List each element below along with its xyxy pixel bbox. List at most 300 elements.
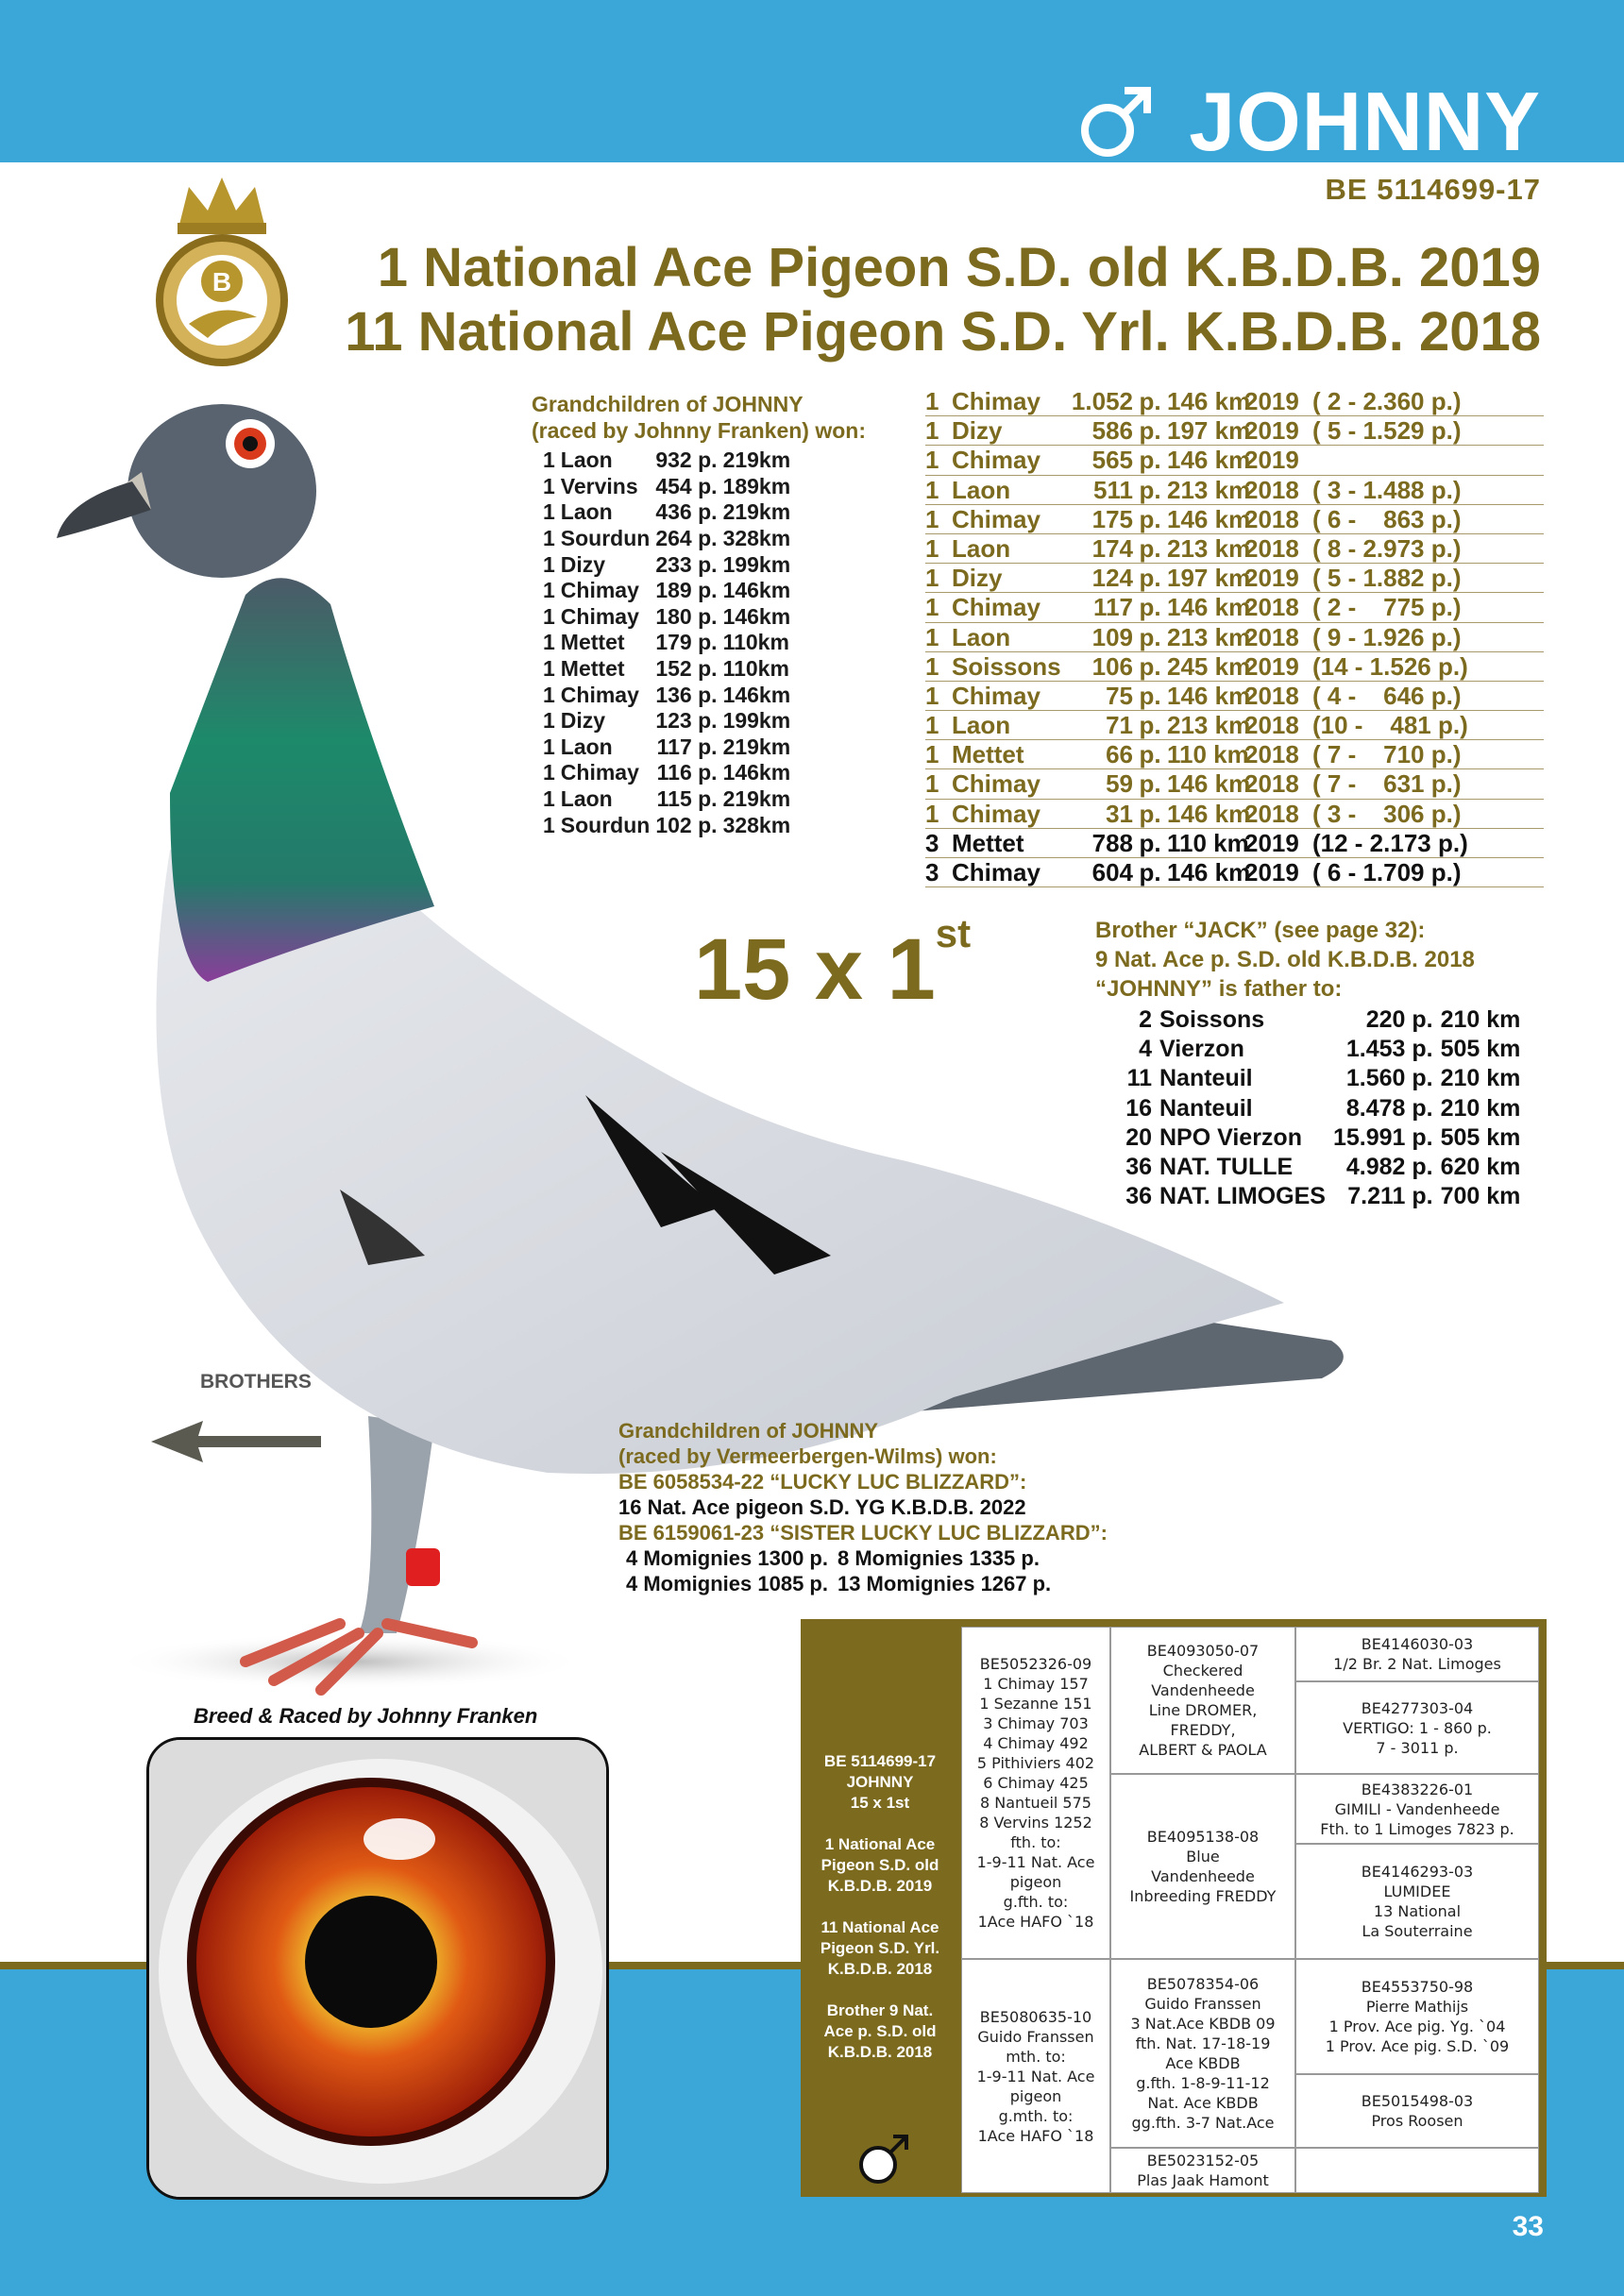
result-place: Soissons <box>952 651 1061 681</box>
result-rank: 1 <box>925 593 939 622</box>
result-km: 245 km <box>1167 651 1251 681</box>
gc1-km: 219km <box>722 447 791 473</box>
result-extra: ( 3 - 306 p.) <box>1312 799 1462 828</box>
gc1-rank: 1 <box>543 526 555 551</box>
table-row <box>925 446 1544 475</box>
result-place: Chimay <box>952 769 1040 799</box>
brother-rank: 20 <box>1125 1123 1152 1151</box>
gc1-place: Laon <box>560 499 613 525</box>
brother-place: Nanteuil <box>1159 1094 1253 1122</box>
page-number: 33 <box>1512 2211 1544 2242</box>
table-row <box>543 604 796 631</box>
result-pig: 71 <box>1106 711 1133 740</box>
gc2-ring-1: BE 6058534-22 “LUCKY LUC BLIZZARD”: <box>618 1470 1027 1494</box>
brother-table <box>1118 1005 1528 1211</box>
gc1-table <box>543 447 796 838</box>
result-unit: p. <box>1139 828 1161 857</box>
brother-rank: 2 <box>1139 1006 1152 1034</box>
result-place: Laon <box>952 475 1011 504</box>
result-year: 2018 <box>1244 475 1299 504</box>
brother-place: Nanteuil <box>1159 1065 1253 1092</box>
result-year: 2018 <box>1244 799 1299 828</box>
result-extra: ( 7 - 710 p.) <box>1312 740 1462 769</box>
gc1-km: 199km <box>722 551 791 577</box>
gc1-rank: 1 <box>543 760 555 785</box>
race-results <box>925 387 1544 887</box>
result-year: 2019 <box>1244 858 1299 886</box>
result-rank: 1 <box>925 564 939 593</box>
table-row <box>626 1571 1060 1596</box>
brother-rank: 16 <box>1125 1094 1152 1122</box>
gc1-pigeons: 123 p. <box>655 708 718 734</box>
gc1-km: 219km <box>722 734 791 759</box>
result-pig: 174 <box>1091 533 1133 563</box>
gc1-pigeons: 102 p. <box>655 812 718 837</box>
table-row <box>626 1545 1060 1571</box>
gc1-pigeons: 117 p. <box>656 734 718 759</box>
result-unit: p. <box>1139 858 1161 886</box>
result-pig: 109 <box>1091 622 1133 651</box>
gc1-place: Dizy <box>560 708 606 734</box>
result-km: 213 km <box>1167 622 1251 651</box>
result-rank: 1 <box>925 651 939 681</box>
result-year: 2018 <box>1244 681 1299 710</box>
logo-letter: B <box>211 267 232 296</box>
result-year: 2019 <box>1244 564 1299 593</box>
gc1-pigeons: 180 p. <box>655 603 718 629</box>
table-row <box>1118 1153 1528 1182</box>
pedigree-father: BE5052326-09 1 Chimay 157 1 Sezanne 151 3 Chimay 703 4 Chimay 492 5 Pithiviers 402 6 Chimay 425 8 Nantueil 575 8 Vervins 1252 fth. to: 1-9-11 Nat. Ace pigeon g.fth. to: 1Ace HAFO `18 <box>961 1627 1110 1959</box>
gc1-pigeons: 264 p. <box>655 526 718 551</box>
title-line-2: 11 National Ace Pigeon S.D. Yrl. K.B.D.B. 2018 <box>345 301 1541 363</box>
result-unit: p. <box>1139 651 1161 681</box>
table-row <box>543 786 796 813</box>
result-year: 2018 <box>1244 593 1299 622</box>
table-row <box>925 740 1544 769</box>
result-pig: 75 <box>1106 681 1133 710</box>
result-km: 197 km <box>1167 416 1251 446</box>
table-row <box>543 682 796 708</box>
result-unit: p. <box>1139 593 1161 622</box>
brother-pigeons: 1.560 p. <box>1345 1065 1433 1092</box>
gc1-rank: 1 <box>543 734 555 759</box>
table-row <box>543 447 796 474</box>
result-rank: 1 <box>925 533 939 563</box>
main-title <box>345 236 1541 364</box>
gc1-pigeons: 436 p. <box>655 499 718 525</box>
result-year: 2018 <box>1244 533 1299 563</box>
grandchildren-vermeerbergen <box>618 1418 1108 1596</box>
result-km: 146 km <box>1167 799 1251 828</box>
result-unit: p. <box>1139 504 1161 533</box>
result-rank: 1 <box>925 416 939 446</box>
brother-km: 210 km <box>1440 1094 1521 1122</box>
table-row <box>543 760 796 786</box>
pedigree-mf: BE5078354-06 Guido Franssen 3 Nat.Ace KBDB 09 fth. Nat. 17-18-19 Ace KBDB g.fth. 1-8-9-11-12 Nat. Ace KBDB gg.fth. 3-7 Nat.Ace <box>1110 1959 1295 2148</box>
eye-photo <box>146 1737 609 2200</box>
gc1-rank: 1 <box>543 473 555 498</box>
gc1-rank: 1 <box>543 786 555 812</box>
gc1-km: 146km <box>722 682 791 707</box>
result-km: 213 km <box>1167 711 1251 740</box>
table-row <box>925 416 1544 446</box>
brother-km: 700 km <box>1440 1183 1521 1210</box>
table-row <box>925 800 1544 829</box>
gc1-place: Dizy <box>560 551 606 577</box>
result-year: 2019 <box>1244 416 1299 446</box>
result-unit: p. <box>1139 416 1161 446</box>
gc2-result-1: 16 Nat. Ace pigeon S.D. YG K.B.D.B. 2022 <box>618 1495 1026 1519</box>
result-km: 213 km <box>1167 475 1251 504</box>
result-rank: 1 <box>925 799 939 828</box>
gc1-pigeons: 152 p. <box>655 656 718 682</box>
pedigree-mother: BE5080635-10 Guido Franssen mth. to: 1-9-11 Nat. Ace pigeon g.mth. to: 1Ace HAFO `18 <box>961 1959 1110 2193</box>
pigeon-name: JOHNNY <box>1189 75 1541 168</box>
result-unit: p. <box>1139 711 1161 740</box>
table-row <box>543 812 796 838</box>
fifteen-sup: st <box>935 911 972 955</box>
gc2-heading-1: Grandchildren of JOHNNY <box>618 1419 879 1443</box>
table-row <box>543 708 796 734</box>
table-row <box>925 534 1544 564</box>
gc1-km: 146km <box>722 760 791 785</box>
pedigree-ff: BE4093050-07 Checkered Vandenheede Line DROMER, FREDDY, ALBERT & PAOLA <box>1110 1627 1295 1774</box>
gc2-cell: 4 Momignies 1300 p. <box>626 1546 828 1570</box>
result-extra: ( 4 - 646 p.) <box>1312 681 1462 710</box>
brother-pigeons: 7.211 p. <box>1347 1183 1433 1210</box>
result-extra: ( 3 - 1.488 p.) <box>1312 475 1462 504</box>
gc1-rank: 1 <box>543 603 555 629</box>
result-rank: 1 <box>925 769 939 799</box>
table-row <box>543 656 796 683</box>
fifteen-firsts <box>694 911 972 1020</box>
male-symbol-icon <box>1077 83 1155 160</box>
result-rank: 1 <box>925 711 939 740</box>
result-km: 146 km <box>1167 858 1251 886</box>
brother-heading-1: Brother “JACK” (see page 32): <box>1095 918 1426 943</box>
brother-km: 620 km <box>1440 1154 1521 1181</box>
result-extra: (12 - 2.173 p.) <box>1312 828 1468 857</box>
result-unit: p. <box>1139 769 1161 799</box>
table-row <box>1118 1182 1528 1211</box>
table-row <box>925 711 1544 740</box>
result-rank: 1 <box>925 475 939 504</box>
brother-rank: 36 <box>1125 1154 1152 1181</box>
gc1-place: Chimay <box>560 682 639 707</box>
result-extra: ( 2 - 2.360 p.) <box>1312 387 1462 415</box>
table-row <box>543 526 796 552</box>
result-rank: 1 <box>925 740 939 769</box>
breed-label: Breed & Raced by Johnny Franken <box>194 1704 538 1728</box>
gc1-km: 328km <box>722 812 791 837</box>
gc1-pigeons: 179 p. <box>655 630 718 655</box>
gc1-km: 328km <box>722 526 791 551</box>
gc2-cell: 13 Momignies 1267 p. <box>837 1572 1052 1595</box>
result-km: 110 km <box>1167 740 1249 769</box>
result-unit: p. <box>1139 799 1161 828</box>
result-km: 146 km <box>1167 504 1251 533</box>
result-km: 146 km <box>1167 446 1251 475</box>
gc1-place: Chimay <box>560 603 639 629</box>
brother-place: NPO Vierzon <box>1159 1123 1302 1151</box>
result-extra: (14 - 1.526 p.) <box>1312 651 1468 681</box>
gc1-km: 219km <box>722 786 791 812</box>
result-pig: 31 <box>1106 799 1133 828</box>
result-extra: ( 5 - 1.529 p.) <box>1312 416 1462 446</box>
gc1-rank: 1 <box>543 656 555 682</box>
gc1-place: Chimay <box>560 760 639 785</box>
result-extra: ( 9 - 1.926 p.) <box>1312 622 1462 651</box>
result-pig: 59 <box>1106 769 1133 799</box>
result-rank: 3 <box>925 828 939 857</box>
result-pig: 117 <box>1093 593 1133 622</box>
table-row <box>925 829 1544 858</box>
gc1-place: Laon <box>560 734 613 759</box>
result-rank: 1 <box>925 387 939 415</box>
result-year: 2018 <box>1244 711 1299 740</box>
table-row <box>1118 1064 1528 1093</box>
brother-pigeons: 8.478 p. <box>1345 1094 1433 1122</box>
table-row <box>925 682 1544 711</box>
table-row <box>925 593 1544 622</box>
result-year: 2018 <box>1244 504 1299 533</box>
result-place: Dizy <box>952 416 1003 446</box>
gc2-ring-2: BE 6159061-23 “SISTER LUCKY LUC BLIZZARD”: <box>618 1521 1108 1545</box>
gc1-place: Mettet <box>560 630 625 655</box>
table-row <box>925 387 1544 416</box>
table-row <box>1118 1094 1528 1123</box>
result-unit: p. <box>1139 387 1161 415</box>
table-row <box>543 630 796 656</box>
gc1-rank: 1 <box>543 447 555 473</box>
table-row <box>543 499 796 526</box>
result-extra: (10 - 481 p.) <box>1312 711 1468 740</box>
gc1-heading-2: (raced by Johnny Franken) won: <box>532 418 866 443</box>
result-pig: 124 <box>1091 564 1133 593</box>
result-year: 2019 <box>1244 387 1299 415</box>
fifteen-main: 15 x 1 <box>694 921 936 1018</box>
pigeon-name-header <box>1077 74 1541 170</box>
brother-rank: 36 <box>1125 1183 1152 1210</box>
brothers-label: BROTHERS <box>200 1371 312 1393</box>
gc2-cell: 4 Momignies 1085 p. <box>626 1572 828 1595</box>
gc1-km: 199km <box>722 708 791 734</box>
result-pig: 511 <box>1093 475 1133 504</box>
eye-photo-icon <box>149 1740 609 2200</box>
result-pig: 66 <box>1106 740 1133 769</box>
result-extra <box>1312 446 1468 474</box>
result-year: 2018 <box>1244 769 1299 799</box>
result-unit: p. <box>1139 564 1161 593</box>
result-pig: 175 <box>1091 504 1133 533</box>
result-km: 110 km <box>1167 828 1249 857</box>
result-pig: 604 <box>1091 858 1133 886</box>
gc1-rank: 1 <box>543 682 555 707</box>
gc2-heading-2: (raced by Vermeerbergen-Wilms) won: <box>618 1444 997 1468</box>
crown-logo-icon <box>151 168 293 371</box>
pedigree-fm: BE4095138-08 Blue Vandenheede Inbreeding FREDDY <box>1110 1774 1295 1959</box>
pedigree-fmf: BE4383226-01 GIMILI - Vandenheede Fth. to 1 Limoges 7823 p. <box>1295 1774 1539 1844</box>
gc1-pigeons: 233 p. <box>655 551 718 577</box>
gc1-place: Sourdun <box>560 526 651 551</box>
pedigree-ffm: BE4277303-04 VERTIGO: 1 - 860 p. 7 - 3011 p. <box>1295 1681 1539 1774</box>
gc1-pigeons: 932 p. <box>655 447 718 473</box>
table-row <box>925 476 1544 505</box>
result-rank: 1 <box>925 504 939 533</box>
gc1-rank: 1 <box>543 499 555 525</box>
result-year: 2018 <box>1244 740 1299 769</box>
table-row <box>1118 1123 1528 1153</box>
result-pig: 788 <box>1091 828 1133 857</box>
pedigree-grid <box>961 1627 1539 2193</box>
brother-place: Soissons <box>1159 1006 1265 1034</box>
gc1-rank: 1 <box>543 551 555 577</box>
result-extra: ( 6 - 863 p.) <box>1312 504 1462 533</box>
result-year: 2019 <box>1244 828 1299 857</box>
result-km: 146 km <box>1167 769 1251 799</box>
result-extra: ( 8 - 2.973 p.) <box>1312 533 1462 563</box>
result-place: Laon <box>952 711 1011 740</box>
table-row <box>925 505 1544 534</box>
result-place: Chimay <box>952 858 1040 886</box>
brother-km: 210 km <box>1440 1006 1521 1034</box>
result-rank: 1 <box>925 681 939 710</box>
result-unit: p. <box>1139 533 1161 563</box>
result-km: 146 km <box>1167 593 1251 622</box>
result-extra: ( 2 - 775 p.) <box>1312 593 1462 622</box>
brother-km: 210 km <box>1440 1065 1521 1092</box>
brother-pigeons: 15.991 p. <box>1332 1123 1433 1151</box>
result-unit: p. <box>1139 622 1161 651</box>
gc1-km: 189km <box>722 473 791 498</box>
result-km: 197 km <box>1167 564 1251 593</box>
gc1-km: 110km <box>722 656 789 682</box>
table-row <box>543 551 796 578</box>
result-place: Laon <box>952 533 1011 563</box>
result-place: Mettet <box>952 740 1024 769</box>
result-place: Chimay <box>952 681 1040 710</box>
result-pig: 106 <box>1091 651 1133 681</box>
gc1-place: Laon <box>560 447 613 473</box>
gc1-pigeons: 189 p. <box>655 578 718 603</box>
arrow-left-icon <box>151 1421 321 1462</box>
result-unit: p. <box>1139 446 1161 475</box>
gc1-km: 146km <box>722 603 791 629</box>
gc1-rank: 1 <box>543 578 555 603</box>
table-row <box>543 734 796 761</box>
result-km: 213 km <box>1167 533 1251 563</box>
gc2-table <box>626 1545 1060 1596</box>
pedigree-mff: BE4553750-98 Pierre Mathijs 1 Prov. Ace pig. Yg. `04 1 Prov. Ace pig. S.D. `09 <box>1295 1959 1539 2074</box>
brother-pigeons: 4.982 p. <box>1345 1154 1433 1181</box>
result-place: Chimay <box>952 387 1040 415</box>
result-pig: 586 <box>1091 416 1133 446</box>
result-pig: 565 <box>1091 446 1133 475</box>
table-row <box>925 652 1544 682</box>
result-year: 2019 <box>1244 446 1299 475</box>
brother-heading-3: “JOHNNY” is father to: <box>1095 976 1343 1002</box>
gc1-place: Chimay <box>560 578 639 603</box>
result-pig: 1.052 <box>1071 387 1133 415</box>
result-rank: 1 <box>925 622 939 651</box>
brother-jack <box>1095 916 1528 1211</box>
result-year: 2018 <box>1244 622 1299 651</box>
gc1-km: 110km <box>722 630 789 655</box>
table-row <box>1118 1005 1528 1035</box>
gc1-rank: 1 <box>543 812 555 837</box>
result-km: 146 km <box>1167 681 1251 710</box>
male-symbol-icon <box>857 2129 914 2186</box>
result-place: Dizy <box>952 564 1003 593</box>
result-extra: ( 7 - 631 p.) <box>1312 769 1462 799</box>
table-row <box>925 769 1544 799</box>
brother-pigeons: 1.453 p. <box>1345 1036 1433 1063</box>
brother-place: Vierzon <box>1159 1036 1244 1063</box>
gc1-rank: 1 <box>543 630 555 655</box>
gc1-km: 219km <box>722 499 791 525</box>
brother-rank: 11 <box>1126 1065 1152 1092</box>
grandchildren-franken <box>532 391 866 838</box>
result-place: Chimay <box>952 593 1040 622</box>
result-unit: p. <box>1139 475 1161 504</box>
pedigree-mmf <box>1295 2148 1539 2193</box>
result-unit: p. <box>1139 740 1161 769</box>
result-place: Chimay <box>952 446 1040 475</box>
ring-number: BE 5114699-17 <box>1325 173 1541 206</box>
gc2-cell: 8 Momignies 1335 p. <box>837 1546 1040 1570</box>
result-rank: 3 <box>925 858 939 886</box>
pedigree-chart <box>801 1619 1547 2197</box>
brother-place: NAT. TULLE <box>1159 1154 1294 1181</box>
gc1-place: Vervins <box>560 473 638 498</box>
pedigree-fmm: BE4146293-03 LUMIDEE 13 National La Souterraine <box>1295 1844 1539 1959</box>
brother-km: 505 km <box>1440 1123 1521 1151</box>
pedigree-mm: BE5023152-05 Plas Jaak Hamont <box>1110 2148 1295 2193</box>
gc1-pigeons: 115 p. <box>656 786 718 812</box>
gc1-place: Sourdun <box>560 812 651 837</box>
title-line-1: 1 National Ace Pigeon S.D. old K.B.D.B. 2019 <box>377 237 1541 298</box>
brother-heading-2: 9 Nat. Ace p. S.D. old K.B.D.B. 2018 <box>1095 947 1475 972</box>
result-extra: ( 6 - 1.709 p.) <box>1312 858 1462 886</box>
gc1-pigeons: 136 p. <box>655 682 718 707</box>
result-rank: 1 <box>925 446 939 475</box>
gc1-heading-1: Grandchildren of JOHNNY <box>532 392 804 416</box>
table-row <box>925 564 1544 593</box>
pedigree-subject <box>801 1619 959 2197</box>
pedigree-mfm: BE5015498-03 Pros Roosen <box>1295 2074 1539 2148</box>
table-row <box>543 474 796 500</box>
gc1-pigeons: 116 p. <box>656 760 718 785</box>
brother-pigeons: 220 p. <box>1365 1006 1433 1034</box>
gc1-pigeons: 454 p. <box>655 473 718 498</box>
brother-place: NAT. LIMOGES <box>1159 1183 1326 1210</box>
result-place: Chimay <box>952 799 1040 828</box>
table-row <box>925 623 1544 652</box>
result-place: Mettet <box>952 828 1024 857</box>
result-place: Laon <box>952 622 1011 651</box>
result-km: 146 km <box>1167 387 1251 415</box>
gc1-rank: 1 <box>543 708 555 734</box>
gc1-place: Laon <box>560 786 613 812</box>
gc1-place: Mettet <box>560 656 625 682</box>
table-row <box>543 578 796 604</box>
pedigree-fff: BE4146030-03 1/2 Br. 2 Nat. Limoges <box>1295 1627 1539 1681</box>
pedigree-subject-text: BE 5114699-17 JOHNNY 15 x 1st 1 National Ace Pigeon S.D. old K.B.D.B. 2019 11 National Ace Pigeon S.D. Yrl. K.B.D.B. 2018 Brother 9 Nat. Ace p. S.D. old K.B.D.B. 2018 <box>820 1752 940 2061</box>
result-place: Chimay <box>952 504 1040 533</box>
result-unit: p. <box>1139 681 1161 710</box>
brother-rank: 4 <box>1139 1036 1152 1063</box>
result-extra: ( 5 - 1.882 p.) <box>1312 564 1462 593</box>
